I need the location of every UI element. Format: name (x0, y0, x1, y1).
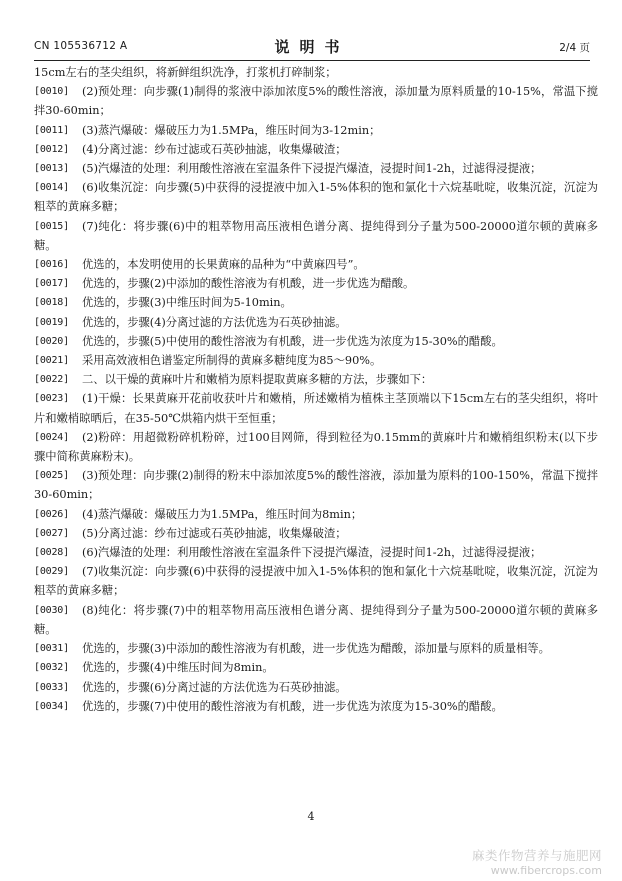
paragraph-text: (3)蒸汽爆破：爆破压力为1.5MPa，维压时间为3-12min； (82, 123, 381, 137)
paragraph (34, 389, 598, 427)
paragraph-number: [0014] (34, 182, 69, 194)
paragraph-number: [0027] (34, 527, 69, 539)
paragraph (34, 332, 598, 351)
paragraph (34, 274, 598, 293)
paragraph (34, 543, 598, 562)
paragraph-number: [0019] (34, 316, 69, 328)
paragraph (34, 601, 598, 639)
paragraph-number: [0030] (34, 604, 69, 616)
paragraph (34, 255, 598, 274)
paragraph-number: [0032] (34, 662, 69, 674)
paragraph-text: 二、以干燥的黄麻叶片和嫩梢为原料提取黄麻多糖的方法，步骤如下： (82, 373, 433, 387)
paragraph (34, 313, 598, 332)
watermark (472, 846, 602, 877)
paragraph (34, 370, 598, 389)
paragraph-number: [0020] (34, 335, 69, 347)
paragraph (34, 140, 598, 159)
paragraph (34, 217, 598, 255)
paragraph-text: (7)纯化：将步骤(6)中的粗萃物用高压液相色谱分离、提纯得到分子量为500-20000道尔顿的黄麻多糖。 (34, 219, 598, 252)
paragraph-text: (6)收集沉淀：向步骤(5)中获得的浸提液中加入1-5%体积的饱和氯化十六烷基吡啶，收集沉淀，沉淀为粗萃的黄麻多糖； (34, 181, 598, 214)
paragraph-text: 优选的，步骤(2)中添加的酸性溶液为有机酸，进一步优选为醋酸。 (82, 277, 415, 291)
paragraph (34, 351, 598, 370)
paragraph-text: (5)分离过滤：纱布过滤或石英砂抽滤，收集爆破渣； (82, 526, 347, 540)
paragraph-text: 优选的，步骤(5)中使用的酸性溶液为有机酸，进一步优选为浓度为15-30%的醋酸。 (82, 334, 503, 348)
paragraph-text: 优选的，步骤(4)分离过滤的方法优选为石英砂抽滤。 (82, 315, 347, 329)
paragraph-text: 优选的，步骤(3)中添加的酸性溶液为有机酸，进一步优选为醋酸，添加量与原料的质量相等。 (82, 642, 550, 656)
paragraph-number: [0025] (34, 470, 69, 482)
paragraph-number: [0023] (34, 393, 69, 405)
paragraph-text: 15cm左右的茎尖组织，将新鲜组织洗净，打浆机打碎制浆； (34, 66, 337, 79)
paragraph (34, 63, 598, 82)
paragraph-number: [0028] (34, 547, 69, 559)
paragraph-text: (4)蒸汽爆破：爆破压力为1.5MPa，维压时间为8min； (82, 507, 363, 521)
paragraph (34, 159, 598, 178)
paragraph (34, 428, 598, 466)
paragraph-number: [0034] (34, 700, 69, 712)
paragraph-text: 优选的，本发明使用的长果黄麻的品种为“中黄麻四号”。 (82, 258, 365, 272)
paragraph-number: [0033] (34, 681, 69, 693)
paragraph-number: [0018] (34, 297, 69, 309)
paragraph-number: [0021] (34, 355, 69, 367)
paragraph-number: [0029] (34, 566, 69, 578)
paragraph-number: [0017] (34, 278, 69, 290)
watermark-site-name: 麻类作物营养与施肥网 (471, 848, 602, 863)
header-rule (34, 60, 590, 61)
watermark-site-url: www.fibercrops.com (490, 864, 602, 877)
paragraph-text: (1)干燥：长果黄麻开花前收获叶片和嫩梢，所述嫩梢为植株主茎顶端以下15cm左右的茎尖组织，将叶片和嫩梢晾晒后，在35-50℃烘箱内烘干至恒重； (34, 392, 598, 425)
paragraph-number: [0022] (34, 374, 69, 386)
document-title: 说明书 (274, 38, 350, 56)
paragraph-text: (8)纯化：将步骤(7)中的粗萃物用高压液相色谱分离、提纯得到分子量为500-20000道尔顿的黄麻多糖。 (34, 603, 598, 636)
paragraph-text: (2)预处理：向步骤(1)制得的浆液中添加浓度5%的酸性溶液，添加量为原料质量的10-15%，常温下搅拌30-60min； (34, 85, 598, 118)
page-indicator: 2/4 页 (559, 42, 590, 54)
paragraph-text: 优选的，步骤(7)中使用的酸性溶液为有机酸，进一步优选为浓度为15-30%的醋酸。 (82, 699, 503, 713)
paragraph-number: [0011] (34, 124, 69, 136)
paragraph-text: (5)汽爆渣的处理：利用酸性溶液在室温条件下浸提汽爆渣，浸提时间1-2h，过滤得浸提液； (82, 162, 542, 176)
paragraph-number: [0016] (34, 259, 69, 271)
paragraph-number: [0013] (34, 163, 69, 175)
patent-number: CN 105536712 A (34, 40, 128, 52)
paragraph (34, 524, 598, 543)
paragraph-text: 优选的，步骤(3)中维压时间为5-10min。 (82, 296, 292, 310)
paragraph (34, 697, 598, 716)
paragraph-number: [0015] (34, 220, 69, 232)
page-header (34, 38, 590, 56)
paragraph (34, 658, 598, 677)
paragraph-text: 优选的，步骤(4)中维压时间为8min。 (82, 661, 274, 675)
paragraph-number: [0026] (34, 508, 69, 520)
paragraph-number: [0010] (34, 86, 69, 98)
paragraph (34, 82, 598, 120)
paragraph-number: [0024] (34, 431, 69, 443)
paragraph (34, 466, 598, 504)
paragraph-text: (4)分离过滤：纱布过滤或石英砂抽滤，收集爆破渣； (82, 142, 347, 156)
paragraph (34, 678, 598, 697)
paragraph-text: 优选的，步骤(6)分离过滤的方法优选为石英砂抽滤。 (82, 680, 347, 694)
paragraph (34, 505, 598, 524)
paragraph-text: 采用高效液相色谱鉴定所制得的黄麻多糖纯度为85～90%。 (82, 354, 382, 368)
paragraph (34, 639, 598, 658)
paragraph-text: (3)预处理：向步骤(2)制得的粉末中添加浓度5%的酸性溶液，添加量为原料的100-150%，常温下搅拌30-60min； (34, 469, 598, 502)
paragraph-number: [0012] (34, 143, 69, 155)
paragraph (34, 178, 598, 216)
paragraph (34, 121, 598, 140)
paragraph (34, 562, 598, 600)
page-number: 4 (307, 810, 315, 823)
document-body (34, 63, 598, 716)
paragraph-text: (6)汽爆渣的处理：利用酸性溶液在室温条件下浸提汽爆渣，浸提时间1-2h，过滤得浸提液； (82, 546, 542, 560)
paragraph-text: (2)粉碎：用超微粉碎机粉碎，过100目网筛，得到粒径为0.15mm的黄麻叶片和嫩梢组织粉末(以下步骤中简称黄麻粉末)。 (34, 430, 598, 464)
paragraph (34, 293, 598, 312)
paragraph-text: (7)收集沉淀：向步骤(6)中获得的浸提液中加入1-5%体积的饱和氯化十六烷基吡啶，收集沉淀，沉淀为粗萃的黄麻多糖； (34, 565, 598, 598)
paragraph-number: [0031] (34, 643, 69, 655)
